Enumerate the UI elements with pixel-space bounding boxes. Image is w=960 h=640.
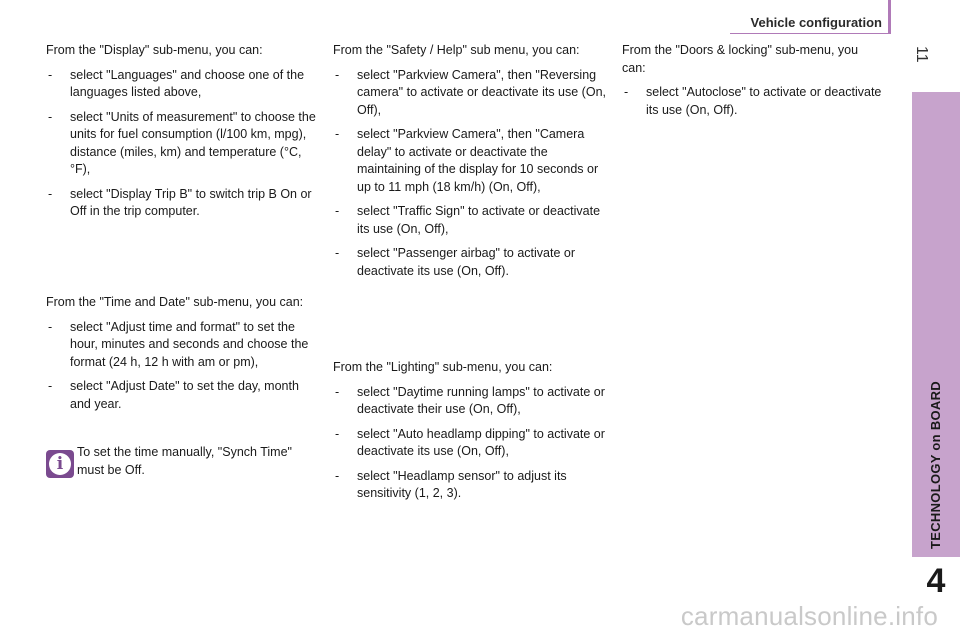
time-date-list: [46, 319, 322, 414]
list-item: - select "Adjust Date" to set the day, month and year.: [46, 378, 322, 413]
header-accent-tick: [888, 0, 891, 34]
list-item: - select "Parkview Camera", then "Reversing camera" to activate or deactivate its use (On, Off),: [333, 67, 607, 120]
lighting-section: [333, 359, 607, 510]
list-item: - select "Traffic Sign" to activate or deactivate its use (On, Off),: [333, 203, 607, 238]
doors-section: [622, 42, 884, 126]
list-item: - select "Headlamp sensor" to adjust its sensitivity (1, 2, 3).: [333, 468, 607, 503]
header-rule: [730, 33, 890, 34]
page-number: 11: [913, 46, 930, 63]
safety-list: [333, 67, 607, 281]
time-date-intro: From the "Time and Date" sub-menu, you can:: [46, 295, 304, 309]
safety-section: [333, 42, 607, 287]
chapter-side-label: TECHNOLOGY on BOARD: [928, 381, 943, 549]
display-intro: From the "Display" sub-menu, you can:: [46, 43, 263, 57]
chapter-number: 4: [926, 562, 946, 600]
page-header-title: Vehicle configuration: [750, 15, 882, 30]
list-item: - select "Auto headlamp dipping" to activate or deactivate its use (On, Off),: [333, 426, 607, 461]
list-item: - select "Units of measurement" to choose the units for fuel consumption (l/100 km, mpg), distance (miles, km) and temperature (°C, °F),: [46, 109, 322, 179]
chapter-side-band: [912, 92, 960, 557]
doors-intro: From the "Doors & locking" sub-menu, you can:: [622, 43, 859, 75]
list-item: - select "Autoclose" to activate or deactivate its use (On, Off).: [622, 84, 884, 119]
list-item: - select "Passenger airbag" to activate or deactivate its use (On, Off).: [333, 245, 607, 280]
list-item: - select "Parkview Camera", then "Camera delay" to activate or deactivate the maintaining of the display for 10 seconds or up to 11 mph (18 km/h) (On, Off),: [333, 126, 607, 196]
info-icon: i: [46, 450, 74, 478]
lighting-list: [333, 384, 607, 503]
watermark-text: carmanualsonline.info: [680, 601, 938, 631]
list-item: - select "Display Trip B" to switch trip B On or Off in the trip computer.: [46, 186, 322, 221]
list-item: - select "Daytime running lamps" to activate or deactivate their use (On, Off),: [333, 384, 607, 419]
list-item: - select "Languages" and choose one of the languages listed above,: [46, 67, 322, 102]
display-section: [46, 42, 322, 228]
doors-list: [622, 84, 884, 119]
safety-intro: From the "Safety / Help" sub menu, you can:: [333, 43, 580, 57]
display-list: [46, 67, 322, 221]
info-note-text: To set the time manually, "Synch Time" must be Off.: [77, 445, 292, 477]
time-date-section: [46, 294, 322, 420]
list-item: - select "Adjust time and format" to set the hour, minutes and seconds and choose the format (24 h, 12 h with am or pm),: [46, 319, 322, 372]
lighting-intro: From the "Lighting" sub-menu, you can:: [333, 360, 553, 374]
